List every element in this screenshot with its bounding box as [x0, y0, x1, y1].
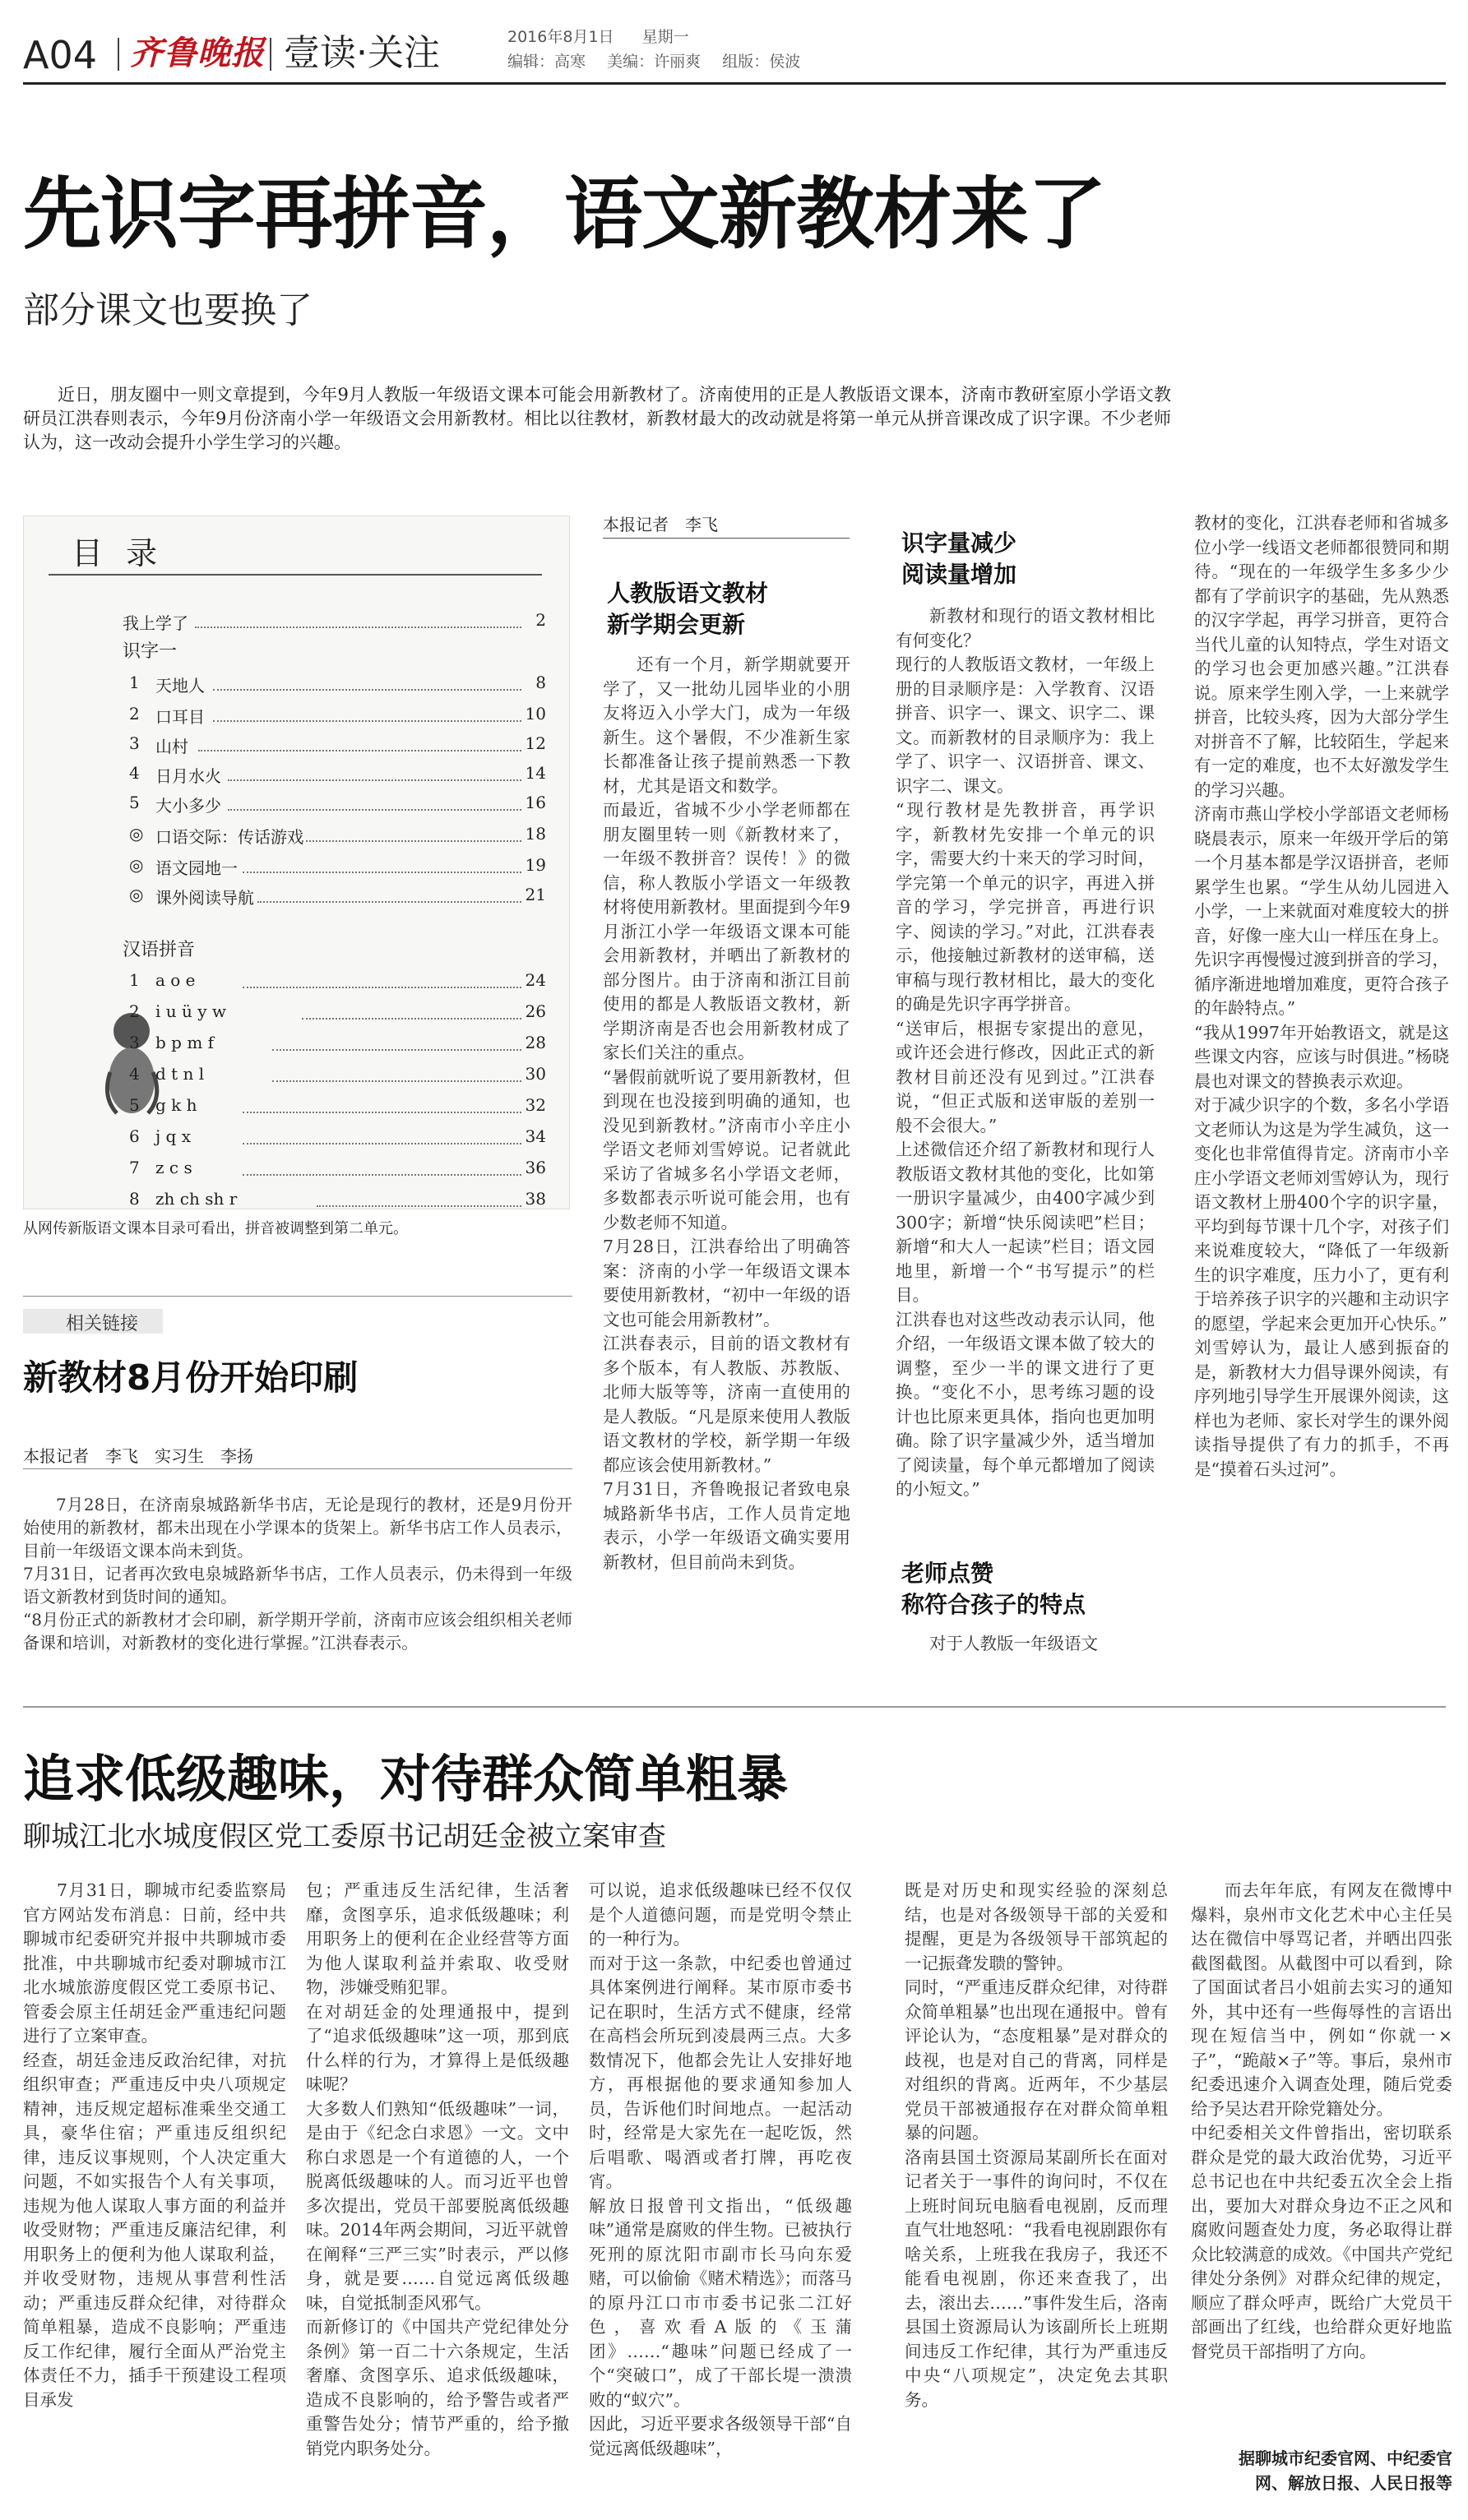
header-rule	[23, 82, 1446, 85]
article1-lead: 近日，朋友圈中一则文章提到，今年9月人教版一年级语文课本可能会用新教材了。济南使用的正是人教版语文课本，济南市教研室原小学语文教研员江洪春则表示，今年9月份济南小学一年级语文会用新教材。相比以往教材，新教材最大的改动就是将第一单元从拼音课改成了识字课。不少老师认为，这一改动会提升小学生学习的兴趣。	[23, 385, 1171, 452]
toc-page: 21	[525, 885, 546, 904]
page-number: A04	[23, 33, 98, 77]
toc-number: 3	[129, 1033, 140, 1052]
toc-label: 我上学了	[123, 613, 188, 633]
toc-leader	[243, 1174, 521, 1176]
article2-subheadline: 聊城江北水城度假区党工委原书记胡廷金被立案审查	[23, 1820, 666, 1853]
toc-leader	[243, 1143, 521, 1144]
header-meta-row2: 编辑：高寒 美编：许丽爽 组版：侯波	[507, 53, 801, 71]
toc-label: g k h	[155, 1095, 197, 1115]
toc-page: 2	[535, 610, 546, 630]
editor-name: 高寒	[554, 53, 586, 71]
section-rule	[23, 1706, 1446, 1708]
toc-number: 4	[129, 763, 140, 783]
article1-byline: 本报记者 李飞	[603, 515, 718, 534]
toc-number: ◎	[129, 824, 144, 844]
toc-page: 18	[525, 824, 546, 844]
related-body: 7月28日，在济南泉城路新华书店，无论是现行的教材，还是9月份开始使用的新教材，都未出现在小学课本的货架上。新华书店工作人员表示，目前一年级语文课本尚未到货。 7月31日，记者再次致电泉城路新华书店，工作人员表示，仍未得到一年级语文新教材到货时间的通知。 “8月份正式的新教材才会印刷，新学期开学前，济南市应该会组织相关老师备课和培训，对新教材的变化进行掌握。”江洪春表示。	[23, 1495, 572, 1653]
toc-leader	[213, 720, 521, 722]
toc-label: a o e	[155, 970, 196, 990]
article2-headline: 追求低级趣味，对待群众简单粗暴	[23, 1749, 789, 1809]
toc-leader	[213, 689, 521, 691]
toc-leader	[228, 809, 521, 811]
related-rule	[23, 1296, 572, 1297]
toc-label: 日月水火	[155, 766, 221, 786]
toc-number: 6	[129, 1126, 140, 1146]
article1-col4: 教材的变化，江洪春老师和省城多位小学一线语文老师都很赞同和期待。“现在的一年级学生多多少少都有了学前识字的基础，先从熟悉的汉字学起，再学习拼音，更符合当代儿童的认知特点，学生对语文的学习也会更加感兴趣。”江洪春说。原来学生刚入学，一上来就学拼音，比较头疼，因为大部分学生对拼音不了解，比较陌生，学起来有一定的难度，也不太好激发学生的学习兴趣。 济南市燕山学校小学部语文老师杨晓晨表示，原来一年级开学后的第一个月基本都是学汉语拼音，老师累学生也累。“学生从幼儿园进入小学，一上来就面对难度较大的拼音，好像一座大山一样压在身上。先识字再慢慢过渡到拼音的学习，循序渐进地增加难度，更符合孩子的年龄特点。” “我从1997年开始教语文，就是这些课文内容，应该与时俱进。”杨晓晨也对课文的替换表示欢迎。 对于减少识字的个数，多名小学语文老师认为这是为学生减负，这一变化也非常值得肯定。济南市小辛庄小学语文老师刘雪婷认为，现行语文教材上册400个字的识字量，平均到每节课十几个字，对孩子们来说难度较大，“降低了一年级新生的识字难度，压力小了，更有利于培养孩子识字的兴趣和主动识字的愿望，学起来会更加开心快乐。” 刘雪婷认为，最让人感到振奋的是，新教材大力倡导课外阅读，有序列地引导学生开展课外阅读，这样也为老师、家长对学生的课外阅读指导提供了有力的抓手，不再是“摸着石头过河”。	[1194, 513, 1449, 1479]
toc-page: 32	[525, 1095, 546, 1115]
toc-label: 大小多少	[155, 796, 221, 816]
toc-number: 8	[129, 1189, 140, 1209]
toc-leader	[272, 1080, 521, 1082]
related-byline: 本报记者 李飞 实习生 李扬	[23, 1446, 253, 1466]
toc-page: 24	[525, 970, 546, 990]
article1-subheadline: 部分课文也要换了	[23, 289, 313, 331]
toc-leader	[243, 987, 521, 988]
photo-caption: 从网传新版语文课本目录可看出，拼音被调整到第二单元。	[23, 1220, 408, 1237]
toc-label: z c s	[155, 1158, 192, 1177]
toc-leader	[243, 872, 521, 873]
toc-number: 2	[129, 1001, 140, 1021]
subhead-3: 老师点赞 称符合孩子的特点	[901, 1560, 1086, 1618]
toc-page: 14	[525, 763, 546, 783]
toc-leader	[302, 840, 521, 842]
toc-page: 10	[525, 704, 546, 724]
toc-label: 口耳目	[155, 707, 205, 727]
toc-page: 19	[525, 855, 546, 875]
subhead-2: 识字量减少 阅读量增加	[901, 529, 1017, 588]
toc-label: 识字一	[123, 641, 178, 662]
toc-number: 4	[129, 1064, 140, 1084]
article2-source: 据聊城市纪委官网、中纪委官网、解放日报、人民日报等	[1239, 2448, 1452, 2493]
toc-label: 口语交际：传话游戏	[155, 827, 303, 847]
toc-page: 8	[535, 673, 546, 692]
toc-page: 38	[525, 1189, 546, 1209]
byline-rule	[603, 538, 850, 539]
toc-leader	[302, 1018, 521, 1020]
toc-page: 28	[525, 1033, 546, 1052]
art-editor-name: 许丽爽	[654, 53, 702, 71]
toc-number: ◎	[129, 855, 144, 875]
toc-label: j q x	[155, 1126, 191, 1146]
toc-page: 34	[525, 1126, 546, 1146]
layout-editor-name: 侯波	[769, 53, 801, 71]
issue-weekday: 星期一	[641, 28, 689, 46]
toc-page: 26	[525, 1001, 546, 1021]
toc-label: 天地人	[155, 676, 205, 696]
toc-title: 目 录	[72, 535, 164, 571]
article1-headline: 先识字再拼音，语文新教材来了	[23, 169, 1106, 260]
paper-logo: 齐鲁晚报	[130, 34, 265, 72]
article2-col5: 而去年年底，有网友在微博中爆料，泉州市文化艺术中心主任吴达在微信中辱骂记者，并晒出四张截图截图。从截图中可以看到，除了国面试者吕小姐前去实习的通知外，其中还有一些侮辱性的言语出现在短信当中，例如“你就一×子”，“跪敲×子”等。事后，泉州市纪委迅速介入调查处理，随后党委给予吴达君开除党籍处分。 中纪委相关文件曾指出，密切联系群众是党的最大政治优势，习近平总书记也在中共纪委五次全会上指出，要加大对群众身边不正之风和腐败问题查处力度，务必取得让群众比较满意的成效。《中国共产党纪律处分条例》对群众纪律的规定，顺应了群众呼声，既给广大党员干部画出了红线，也给群众更好地监督党员干部指明了方向。	[1191, 1880, 1452, 2361]
toc-number: 2	[129, 704, 140, 724]
toc-list	[24, 516, 570, 1209]
toc-label: 山村	[155, 737, 188, 756]
toc-leader	[198, 750, 521, 751]
toc-number: 5	[129, 793, 140, 812]
section-title: 壹读·关注	[284, 32, 440, 74]
toc-label: 课外阅读导航	[155, 888, 254, 908]
related-byline-rule	[23, 1468, 572, 1469]
toc-number: 3	[129, 733, 140, 753]
toc-leader	[243, 1112, 521, 1113]
toc-leader	[317, 1205, 521, 1207]
toc-photo	[23, 516, 570, 1209]
article2-col4: 既是对历史和现实经验的深刻总结，也是对各级领导干部的关爱和提醒，更是为各级领导干部筑起的一记振聋发聩的警钟。 同时，“严重违反群众纪律，对待群众简单粗暴”也出现在通报中。曾有评论认为，“态度粗暴”是对群众的歧视，也是对自己的背离，同样是对组织的背离。近两年，不少基层党员干部被通报存在对群众简单粗暴的问题。 洛南县国土资源局某副所长在面对记者关于一事件的询问时，不仅在上班时间玩电脑看电视剧，反而理直气壮地怒吼：“我看电视剧跟你有啥关系，上班我在我房子，我还不能看电视剧，你还来查我了，出去，滚出去……”事件发生后，洛南县国土资源局认为该副所长上班期间违反工作纪律，其行为严重违反中央“八项规定”，决定免去其职务。	[905, 1880, 1168, 2410]
article1-col3b: 对于人教版一年级语文	[929, 1634, 1098, 1653]
header-divider	[118, 38, 119, 71]
related-label: 相关链接	[66, 1314, 139, 1334]
article2-col1: 7月31日，聊城市纪委监察局官方网站发布消息：日前，经中共聊城市纪委研究并报中共聊城市委批准，中共聊城市纪委对聊城市江北水城旅游度假区党工委原书记、管委会原主任胡廷金严重违纪问题进行了立案审查。 经查，胡廷金违反政治纪律，对抗组织审查；严重违反中央八项规定精神，违反规定超标准乘坐交通工具，豪华住宿；严重违反组织纪律，违反议事规则，个人决定重大问题，不如实报告个人有关事项，违规为他人谋取人事方面的利益并收受财物；严重违反廉洁纪律，利用职务上的便利为他人谋取利益，并收受财物，违规从事营利性活动；严重违反群众纪律，对待群众简单粗暴，造成不良影响；严重违反工作纪律，履行全面从严治党主体责任不力，插手干预建设工程项目承发	[23, 1880, 286, 2410]
toc-page: 36	[525, 1158, 546, 1177]
toc-page: 12	[525, 733, 546, 753]
toc-label: b p m f	[155, 1033, 215, 1052]
toc-page: 30	[525, 1064, 546, 1084]
toc-label: zh ch sh r	[155, 1189, 238, 1209]
toc-label: 汉语拼音	[123, 940, 196, 960]
toc-leader	[257, 901, 521, 903]
toc-leader	[228, 779, 521, 781]
article2-col2: 包；严重违反生活纪律，生活奢靡，贪图享乐，追求低级趣味；利用职务上的便利在企业经营等方面为他人谋取利益并索取、收受财物，涉嫌受贿犯罪。 在对胡廷金的处理通报中，提到了“追求低级趣味”这一项，那到底什么样的行为，才算得上是低级趣味呢？ 大多数人们熟知“低级趣味”一词，是由于《纪念白求恩》一文。文中称白求恩是一个有道德的人，一个脱离低级趣味的人。而习近平也曾多次提出，党员干部要脱离低级趣味。2014年两会期间，习近平就曾在阐释“三严三实”时表示，严以修身，就是要……自觉远离低级趣味，自觉抵制歪风邪气。 而新修订的《中国共产党纪律处分条例》第一百二十六条规定，生活奢靡、贪图享乐、追求低级趣味，造成不良影响的，给予警告或者严重警告处分；情节严重的，给予撤销党内职务处分。	[306, 1880, 569, 2458]
toc-leader	[272, 1049, 521, 1051]
header-divider-2	[270, 38, 271, 71]
toc-number: 5	[129, 1095, 140, 1115]
toc-label: i u ü y w	[155, 1001, 227, 1021]
article1-col3a: 新教材和现行的语文教材相比有何变化？ 现行的人教版语文教材，一年级上册的目录顺序是：入学教育、汉语拼音、识字一、课文、识字二、课文。而新教材的目录顺序为：我上学了、识字一、汉语拼音、课文、识字二、课文。 “现行教材是先教拼音，再学识字，新教材先安排一个单元的识字，需要大约十来天的学习时间，学完第一个单元的识字，再进入拼音的学习，学完拼音，再进行识字、阅读的学习。”对此，江洪春表示，他接触过新教材的送审稿，送审稿与现行教材相比，最大的变化的确是先识字再学拼音。 “送审后，根据专家提出的意见，或许还会进行修改，因此正式的新教材目前还没有见到过。”江洪春说，“但正式版和送审版的差别一般不会很大。” 上述微信还介绍了新教材和现行人教版语文教材其他的变化，比如第一册识字量减少，由400字减少到300字；新增“快乐阅读吧”栏目；新增“和大人一起读”栏目；语文园地里，新增一个“书写提示”的栏目。 江洪春也对这些改动表示认同，他介绍，一年级语文课本做了较大的调整，至少一半的课文进行了更换。“变化不小，思考练习题的设计也比原来更具体，指向也更加明确。除了识字量减少外，适当增加了阅读量，每个单元都增加了阅读的小短文。”	[896, 606, 1155, 1499]
article2-col3: 可以说，追求低级趣味已经不仅仅是个人道德问题，而是党明令禁止的一种行为。 而对于这一条款，中纪委也曾通过具体案例进行阐释。某市原市委书记在职时，生活方式不健康，经常在高档会所玩到凌晨两三点。大多数情况下，他都会先让人安排好地方，再根据他的要求通知参加人员，告诉他们时间地点。一起活动时，经常是大家先在一起吃饭，然后唱歌、喝酒或者打牌，再吃夜宵。 解放日报曾刊文指出，“低级趣味”通常是腐败的伴生物。已被执行死刑的原沈阳市副市长马向东爱赌，可以偷偷《赌术精选》；而落马的原丹江口市市委书记张二江好色，喜欢看A版的《玉蒲团》……“趣味”问题已经成了一个“突破口”，成了干部长堤一溃溃败的“蚁穴”。 因此，习近平要求各级领导干部“自觉远离低级趣味”，	[589, 1880, 852, 2458]
header-meta-row1	[507, 25, 689, 47]
subhead-1: 人教版语文教材 新学期会更新	[607, 580, 769, 638]
toc-number: 7	[129, 1158, 140, 1177]
toc-number: 1	[129, 970, 140, 990]
related-headline: 新教材8月份开始印刷	[23, 1357, 359, 1398]
issue-date: 2016年8月1日	[507, 28, 614, 46]
toc-number: 1	[129, 673, 140, 692]
toc-number: ◎	[129, 885, 144, 904]
toc-leader	[195, 627, 521, 628]
toc-label: 语文园地一	[155, 858, 238, 878]
article1-col2: 还有一个月，新学期就要开学了，又一批幼儿园毕业的小朋友将迈入小学大门，成为一年级新生。这个暑假，不少准新生家长都准备让孩子提前熟悉一下教材，尤其是语文和数学。 而最近，省城不少小学老师都在朋友圈里转一则《新教材来了，一年级不教拼音？误传！》的微信，称人教版小学语文一年级教材将使用新教材。里面提到今年9月浙江小学一年级语文课本可能会用新教材，并晒出了新教材的部分图片。由于济南和浙江目前使用的都是人教版语文教材，新学期济南是否也会用新教材成了家长们关注的重点。 “暑假前就听说了要用新教材，但到现在也没接到明确的通知，也没见到新教材。”济南市小辛庄小学语文老师刘雪婷说。记者就此采访了省城多名小学语文老师，多数都表示听说可能会用，也有少数老师不知道。 7月28日，江洪春给出了明确答案：济南的小学一年级语文课本要使用新教材，“初中一年级的语文也可能会用新教材”。 江洪春表示，目前的语文教材有多个版本，有人教版、苏教版、北师大版等等，济南一直使用的是人教版。“凡是原来使用人教版语文教材的学校，新学期一年级都应该会使用新教材。” 7月31日，齐鲁晚报记者致电泉城路新华书店，工作人员肯定地表示，小学一年级语文确实要用新教材，但目前尚未到货。	[603, 654, 850, 1572]
toc-page: 16	[525, 793, 546, 812]
toc-label: d t n l	[155, 1064, 205, 1084]
